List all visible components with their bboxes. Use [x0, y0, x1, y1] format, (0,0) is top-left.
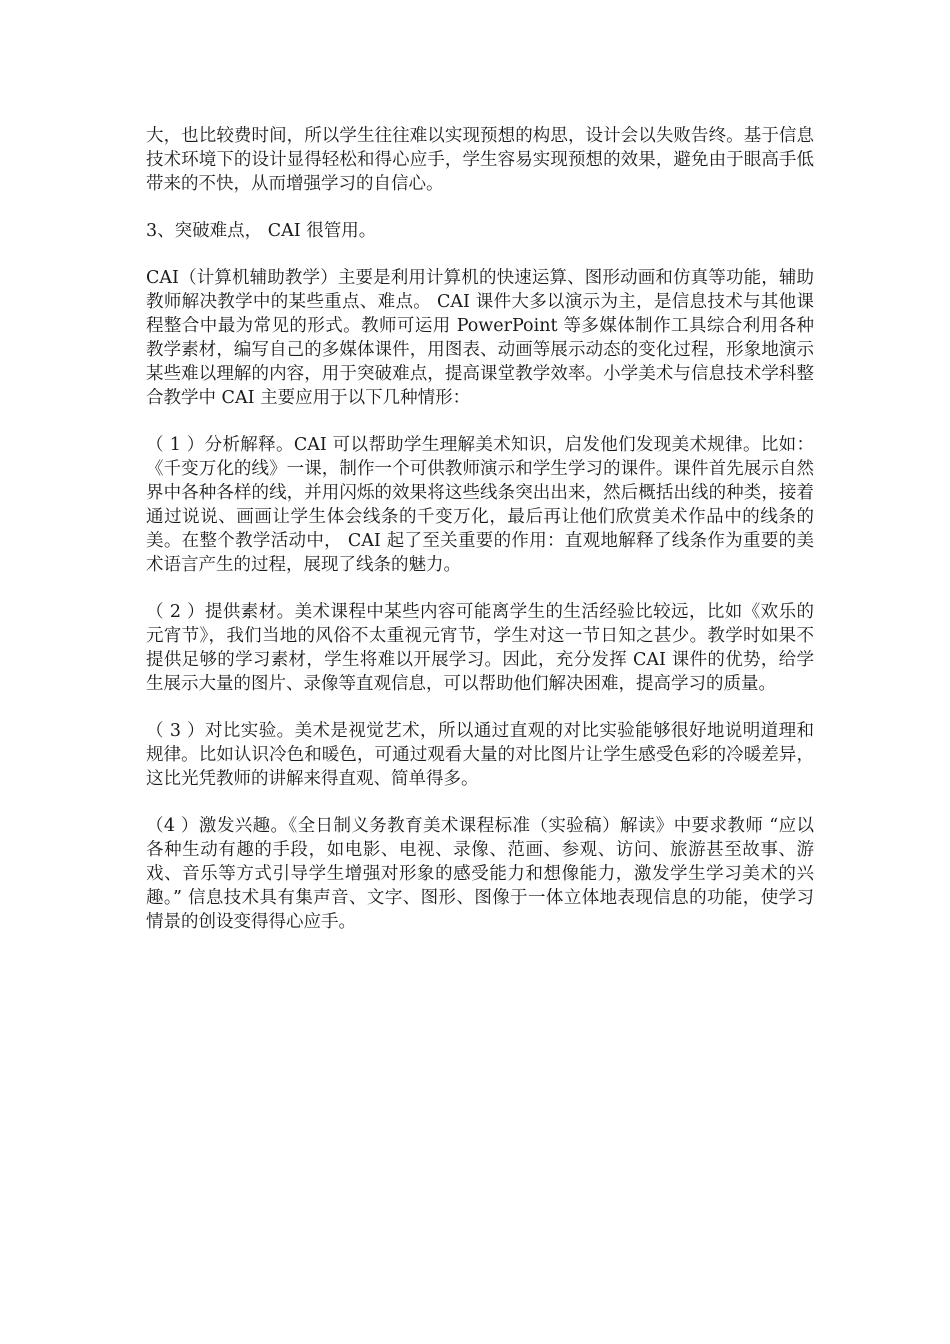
- section-heading-3: 3、突破难点， CAI 很管用。: [146, 221, 377, 241]
- paragraph-continuation: 大，也比较费时间，所以学生往往难以实现预想的构思，设计会以失败告终。基于信息技术环境下的设计显得轻松和得心应手，学生容易实现预想的效果，避免由于眼高手低带来的不快，从而增强学习的自信心。: [146, 126, 814, 194]
- paragraph-item-2: （ 2 ）提供素材。美术课程中某些内容可能离学生的生活经验比较远，比如《欢乐的元宵节》，我们当地的风俗不太重视元宵节，学生对这一节日知之甚少。教学时如果不提供足够的学习素材，学生将难以开展学习。因此，充分发挥 CAI 课件的优势，给学生展示大量的图片、录像等直观信息，可以帮助他们解决困难，提高学习的质量。: [146, 602, 814, 694]
- paragraph-cai-intro: CAI（计算机辅助教学）主要是利用计算机的快速运算、图形动画和仿真等功能，辅助教师解决教学中的某些重点、难点。 CAI 课件大多以演示为主，是信息技术与其他课程整合中最为常见的形式。教师可运用 PowerPoint 等多媒体制作工具综合利用各种教学素材，编写自己的多媒体课件，用图表、动画等展示动态的变化过程，形象地演示某些难以理解的内容，用于突破难点，提高课堂教学效率。小学美术与信息技术学科整合教学中 CAI 主要应用于以下几种情形：: [146, 268, 814, 408]
- paragraph-item-3: （ 3 ）对比实验。美术是视觉艺术，所以通过直观的对比实验能够很好地说明道理和规律。比如认识冷色和暖色，可通过观看大量的对比图片让学生感受色彩的冷暖差异，这比光凭教师的讲解来得直观、简单得多。: [146, 721, 814, 789]
- paragraph-item-1: （ 1 ）分析解释。CAI 可以帮助学生理解美术知识，启发他们发现美术规律。比如：《千变万化的线》一课，制作一个可供教师演示和学生学习的课件。课件首先展示自然界中各种各样的线，并用闪烁的效果将这些线条突出出来，然后概括出线的种类，接着通过说说、画画让学生体会线条的千变万化，最后再让他们欣赏美术作品中的线条的美。在整个教学活动中， CAI 起了至关重要的作用：直观地解释了线条作为重要的美术语言产生的过程，展现了线条的魅力。: [146, 435, 814, 575]
- document-body: [146, 124, 814, 957]
- paragraph-item-4: （4 ）激发兴趣。《全日制义务教育美术课程标准（实验稿）解读》中要求教师 “应以各种生动有趣的手段，如电影、电视、录像、范画、参观、访问、旅游甚至故事、游戏、音乐等方式引导学生增强对形象的感受能力和想像能力，激发学生学习美术的兴趣。” 信息技术具有集声音、文字、图形、图像于一体立体地表现信息的功能，使学习情景的创设变得得心应手。: [146, 816, 814, 932]
